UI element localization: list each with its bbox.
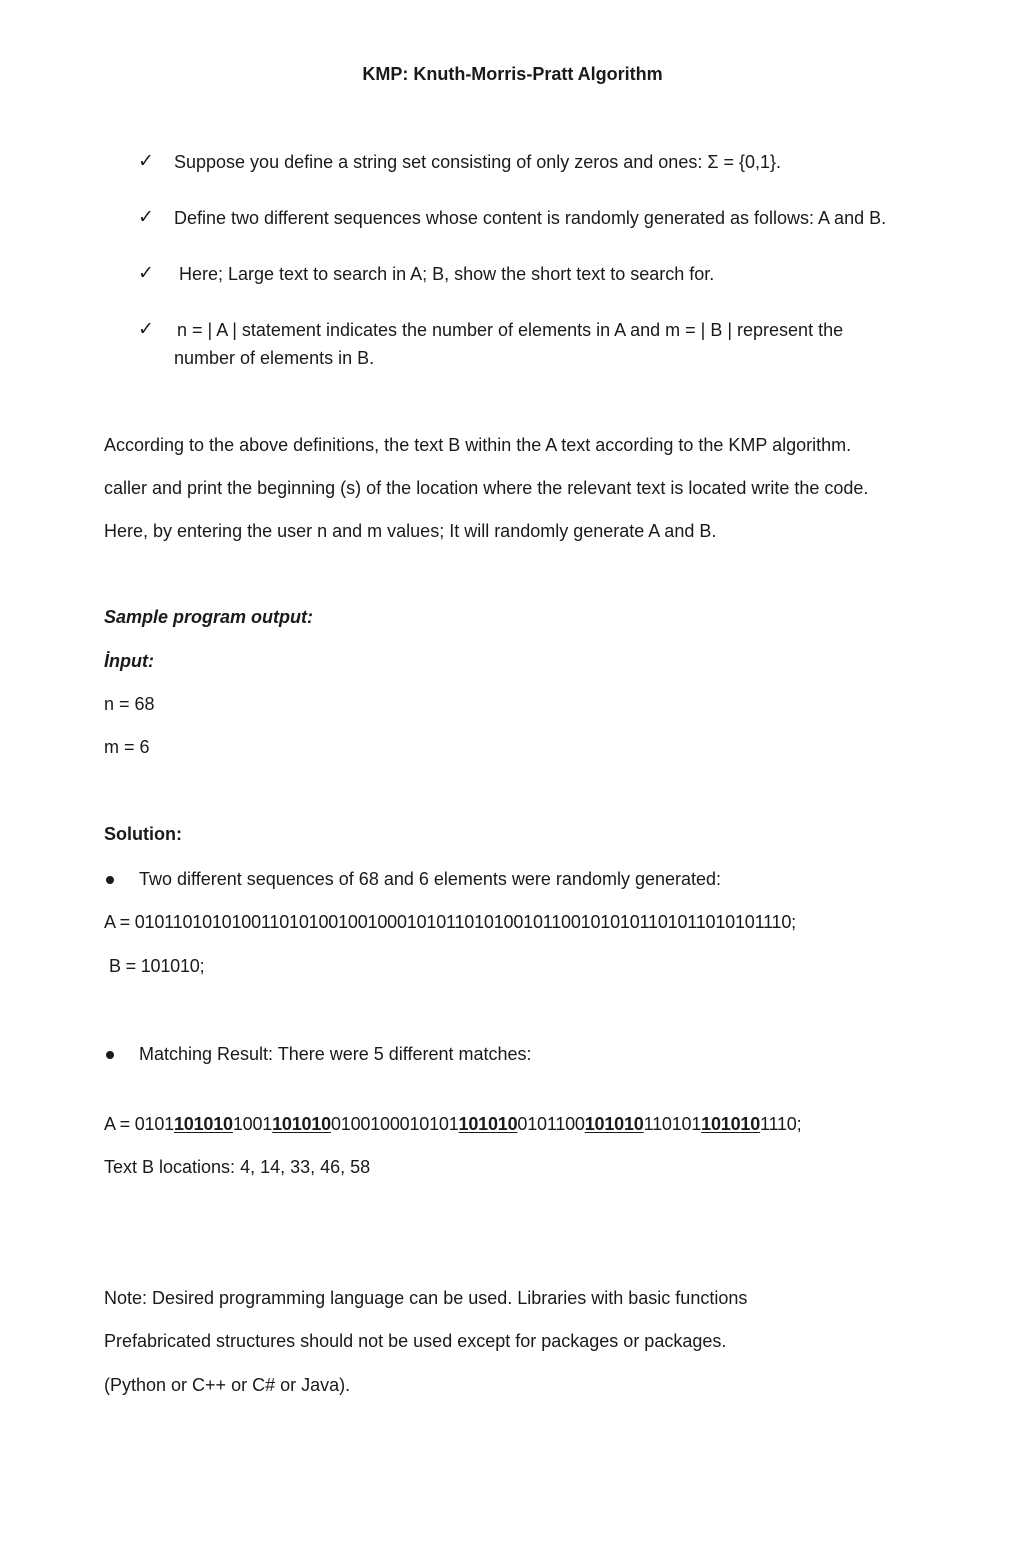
note-line: (Python or C++ or C# or Java). [104,1375,351,1395]
seq-part: 0101100 [517,1114,585,1134]
input-n: n = 68 [104,694,155,714]
match-segment: 101010 [701,1114,761,1134]
sequence-b: B = 101010; [109,956,205,976]
bullet-text: Here; Large text to search in A; B, show the short text to search for. [179,264,715,284]
match-segment: 101010 [458,1114,518,1134]
bullet-text: Define two different sequences whose content is randomly generated as follows: A and B. [174,208,887,228]
note-line: Note: Desired programming language can be used. Libraries with basic functions [104,1288,748,1308]
paragraph-line: According to the above definitions, the text B within the A text according to the KMP algorithm. [104,435,852,455]
seq-part: 110101 [643,1114,702,1134]
bullet-text-continued: number of elements in B. [174,348,375,368]
paragraph-line: Here, by entering the user n and m values; It will randomly generate A and B. [104,521,717,541]
solution-bullet: Two different sequences of 68 and 6 elements were randomly generated: [139,869,722,889]
seq-part: 1001 [232,1114,273,1134]
seq-part: 0100100010101 [330,1114,459,1134]
bullet-text: n = | A | statement indicates the number of elements in A and m = | B | represent the [177,320,844,340]
check-mark-icon: ✓ [138,207,154,228]
sequence-a: A = 01011010101001101010010010001010110101001011001010101101011010101110; [104,912,796,932]
match-segment: 101010 [272,1114,331,1134]
match-segment: 101010 [173,1114,233,1134]
seq-part: 1110; [760,1114,802,1134]
solution-heading: Solution: [104,824,182,844]
seq-part: 0101 [134,1114,174,1134]
paragraph-line: caller and print the beginning (s) of the location where the relevant text is located write the code. [104,478,869,498]
bullet-dot-icon [106,1051,114,1059]
sequence-prefix: A = [104,1114,135,1134]
solution-bullet: Matching Result: There were 5 different matches: [139,1044,532,1064]
page-title: KMP: Knuth-Morris-Pratt Algorithm [362,64,663,84]
check-mark-icon: ✓ [138,151,154,172]
bullet-text: Suppose you define a string set consisting of only zeros and ones: Σ = {0,1}. [174,152,782,172]
locations: Text B locations: 4, 14, 33, 46, 58 [104,1157,371,1177]
highlighted-sequence-a [104,1114,801,1135]
input-heading: İnput: [104,651,154,671]
check-mark-icon: ✓ [138,263,154,284]
sample-heading: Sample program output: [104,607,314,627]
input-m: m = 6 [104,737,150,757]
bullet-dot-icon [106,876,114,884]
note-line: Prefabricated structures should not be used except for packages or packages. [104,1331,727,1351]
check-mark-icon: ✓ [138,319,154,340]
match-segment: 101010 [584,1114,644,1134]
